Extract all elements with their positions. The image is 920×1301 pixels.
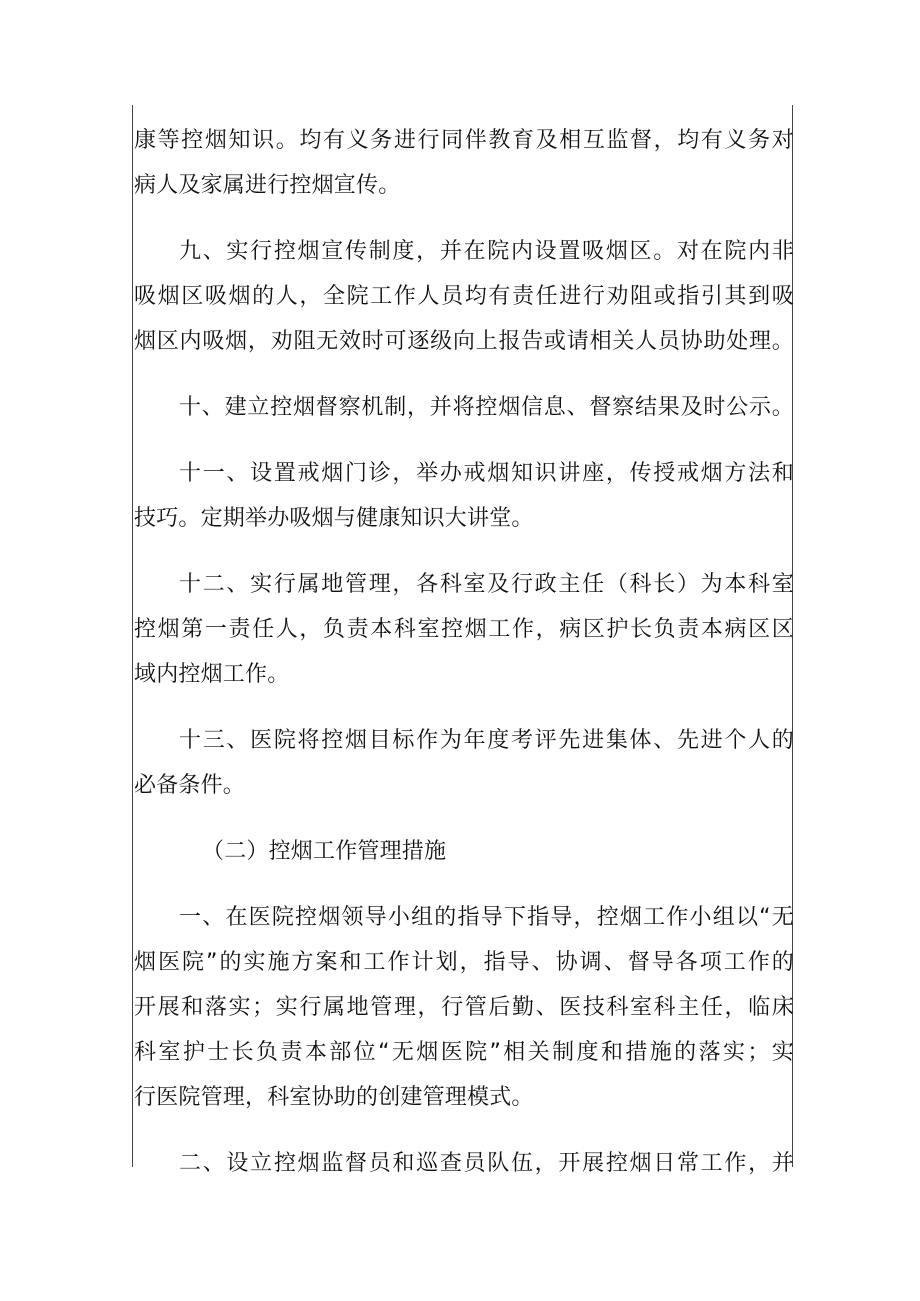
text-line: 九、实行控烟宣传制度，并在院内设置吸烟区。对在院内非 xyxy=(179,239,794,264)
text-line: 吸烟区吸烟的人，全院工作人员均有责任进行劝阻或指引其到吸 xyxy=(134,284,794,309)
paragraph-item-9 xyxy=(134,229,794,364)
text-line: 康等控烟知识。均有义务进行同伴教育及相互监督，均有义务对 xyxy=(134,128,794,153)
text-line: 一、在医院控烟领导小组的指导下指导，控烟工作小组以“无 xyxy=(179,905,794,930)
text-line: 病人及家属进行控烟宣传。 xyxy=(134,173,401,198)
paragraph-measure-2 xyxy=(134,1141,794,1186)
text-line: 控烟第一责任人，负责本科室控烟工作，病区护长负责本病区区 xyxy=(134,617,794,642)
text-line: 十三、医院将控烟目标作为年度考评先进集体、先进个人的 xyxy=(179,728,794,753)
text-line: 科室护士长负责本部位“无烟医院”相关制度和措施的落实；实 xyxy=(134,1040,794,1065)
paragraph-item-11 xyxy=(134,451,794,541)
text-line: 行医院管理，科室协助的创建管理模式。 xyxy=(134,1085,534,1110)
text-line: 技巧。定期举办吸烟与健康知识大讲堂。 xyxy=(134,506,534,531)
text-line: 十、建立控烟督察机制，并将控烟信息、督察结果及时公示。 xyxy=(179,395,794,420)
paragraph-item-12 xyxy=(134,562,794,697)
section-heading-text: （二）控烟工作管理措施 xyxy=(202,839,447,864)
paragraph-item-10 xyxy=(134,385,794,430)
document-body xyxy=(134,118,794,1186)
paragraph-measure-1 xyxy=(134,895,794,1120)
paragraph-item-13 xyxy=(134,718,794,808)
text-line: 开展和落实；实行属地管理，行管后勤、医技科室科主任，临床 xyxy=(134,995,794,1020)
text-line: 必备条件。 xyxy=(134,773,246,798)
text-line: 烟医院”的实施方案和工作计划，指导、协调、督导各项工作的 xyxy=(134,950,794,975)
section-heading xyxy=(134,829,794,874)
text-line: 十一、设置戒烟门诊，举办戒烟知识讲座，传授戒烟方法和 xyxy=(179,461,794,486)
text-line: 烟区内吸烟，劝阻无效时可逐级向上报告或请相关人员协助处理。 xyxy=(134,329,794,354)
paragraph-item-8-continued xyxy=(134,118,794,208)
text-line: 域内控烟工作。 xyxy=(134,662,290,687)
text-line: 十二、实行属地管理，各科室及行政主任（科长）为本科室 xyxy=(179,572,794,597)
text-line: 二、设立控烟监督员和巡查员队伍，开展控烟日常工作，并 xyxy=(179,1151,794,1176)
